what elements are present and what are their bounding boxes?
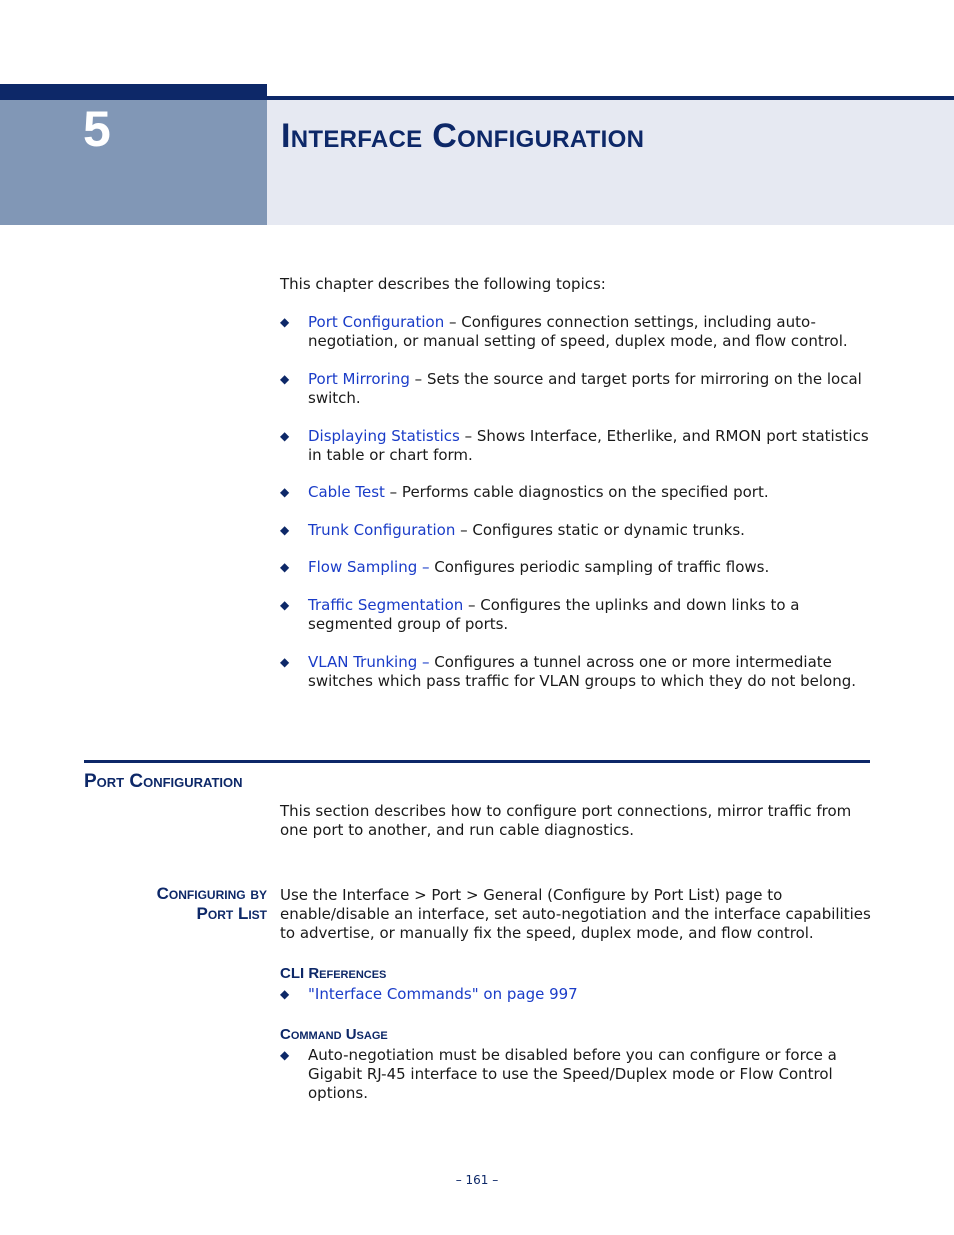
- diamond-bullet-icon: ◆: [280, 429, 290, 443]
- chapter-intro: This chapter describes the following topics:: [280, 275, 606, 293]
- topic-item: [280, 313, 880, 351]
- command-usage-list: [280, 1046, 870, 1103]
- section-rule: [84, 760, 870, 763]
- chapter-number-box: [0, 84, 267, 225]
- topic-link-port-mirroring[interactable]: Port Mirroring: [308, 370, 410, 388]
- topic-description: – Sets the source and target ports for mirroring on the local switch.: [308, 370, 862, 407]
- topic-link-traffic-segmentation[interactable]: Traffic Segmentation: [308, 596, 464, 614]
- topic-description: Configures periodic sampling of traffic flows.: [429, 558, 770, 576]
- diamond-bullet-icon: ◆: [280, 1048, 290, 1062]
- topic-link-displaying-statistics[interactable]: Displaying Statistics: [308, 427, 460, 445]
- diamond-bullet-icon: ◆: [280, 485, 290, 499]
- cli-references-heading: CLI References: [280, 965, 387, 982]
- topic-list: [280, 313, 880, 691]
- chapter-number: 5: [83, 101, 111, 157]
- topic-description: – Configures the uplinks and down links to a segmented group of ports.: [308, 596, 800, 633]
- diamond-bullet-icon: ◆: [280, 523, 290, 537]
- topic-item: [280, 596, 880, 634]
- diamond-bullet-icon: ◆: [280, 372, 290, 386]
- topic-item: [280, 521, 880, 540]
- topic-item: [280, 427, 880, 465]
- topic-item: [280, 483, 880, 502]
- topic-link-cable-test[interactable]: Cable Test: [308, 483, 385, 501]
- command-usage-text: Auto-negotiation must be disabled before you can configure or force a Gigabit RJ-45 interface to use the Speed/Duplex mode or Flow Control options.: [308, 1046, 837, 1102]
- subsection-body: Use the Interface > Port > General (Configure by Port List) page to enable/disable an interface, set auto-negotiation and the interface capabilities to advertise, or manually fix the speed, duplex mode, and flow control.: [280, 886, 871, 942]
- section-intro: This section describes how to configure port connections, mirror traffic from one port to another, and run cable diagnostics.: [280, 802, 852, 839]
- chapter-box-rule: [0, 84, 267, 100]
- command-usage-item: [280, 1046, 870, 1103]
- topic-description: Configures a tunnel across one or more intermediate switches which pass traffic for VLAN groups to which they do not belong.: [308, 653, 857, 690]
- diamond-bullet-icon: ◆: [280, 655, 290, 669]
- cli-reference-link[interactable]: "Interface Commands" on page 997: [308, 985, 578, 1003]
- topic-description: – Performs cable diagnostics on the specified port.: [384, 483, 769, 501]
- diamond-bullet-icon: ◆: [280, 987, 290, 1001]
- cli-reference-item: [280, 985, 870, 1004]
- subsection-heading-line: Port List: [196, 904, 267, 923]
- chapter-title: Interface Configuration: [281, 117, 645, 155]
- topic-item: [280, 653, 880, 691]
- subsection-heading-line: Configuring by: [156, 884, 267, 903]
- topic-description: – Shows Interface, Etherlike, and RMON port statistics in table or chart form.: [308, 427, 869, 464]
- diamond-bullet-icon: ◆: [280, 560, 290, 574]
- topic-description: – Configures static or dynamic trunks.: [455, 521, 745, 539]
- topic-item: [280, 558, 880, 577]
- topic-link-flow-sampling[interactable]: Flow Sampling –: [308, 558, 430, 576]
- topic-item: [280, 370, 880, 408]
- topic-description: – Configures connection settings, including auto-negotiation, or manual setting of speed, duplex mode, and flow control.: [308, 313, 848, 350]
- command-usage-heading: Command Usage: [280, 1026, 388, 1043]
- topic-link-port-configuration[interactable]: Port Configuration: [308, 313, 445, 331]
- page-number: – 161 –: [455, 1173, 499, 1187]
- topic-link-vlan-trunking[interactable]: VLAN Trunking –: [308, 653, 430, 671]
- chapter-title-rule: [267, 96, 954, 100]
- diamond-bullet-icon: ◆: [280, 315, 290, 329]
- subsection-heading: [84, 884, 267, 924]
- cli-references-list: [280, 985, 870, 1004]
- topic-link-trunk-configuration[interactable]: Trunk Configuration: [308, 521, 456, 539]
- diamond-bullet-icon: ◆: [280, 598, 290, 612]
- section-title: Port Configuration: [84, 771, 243, 792]
